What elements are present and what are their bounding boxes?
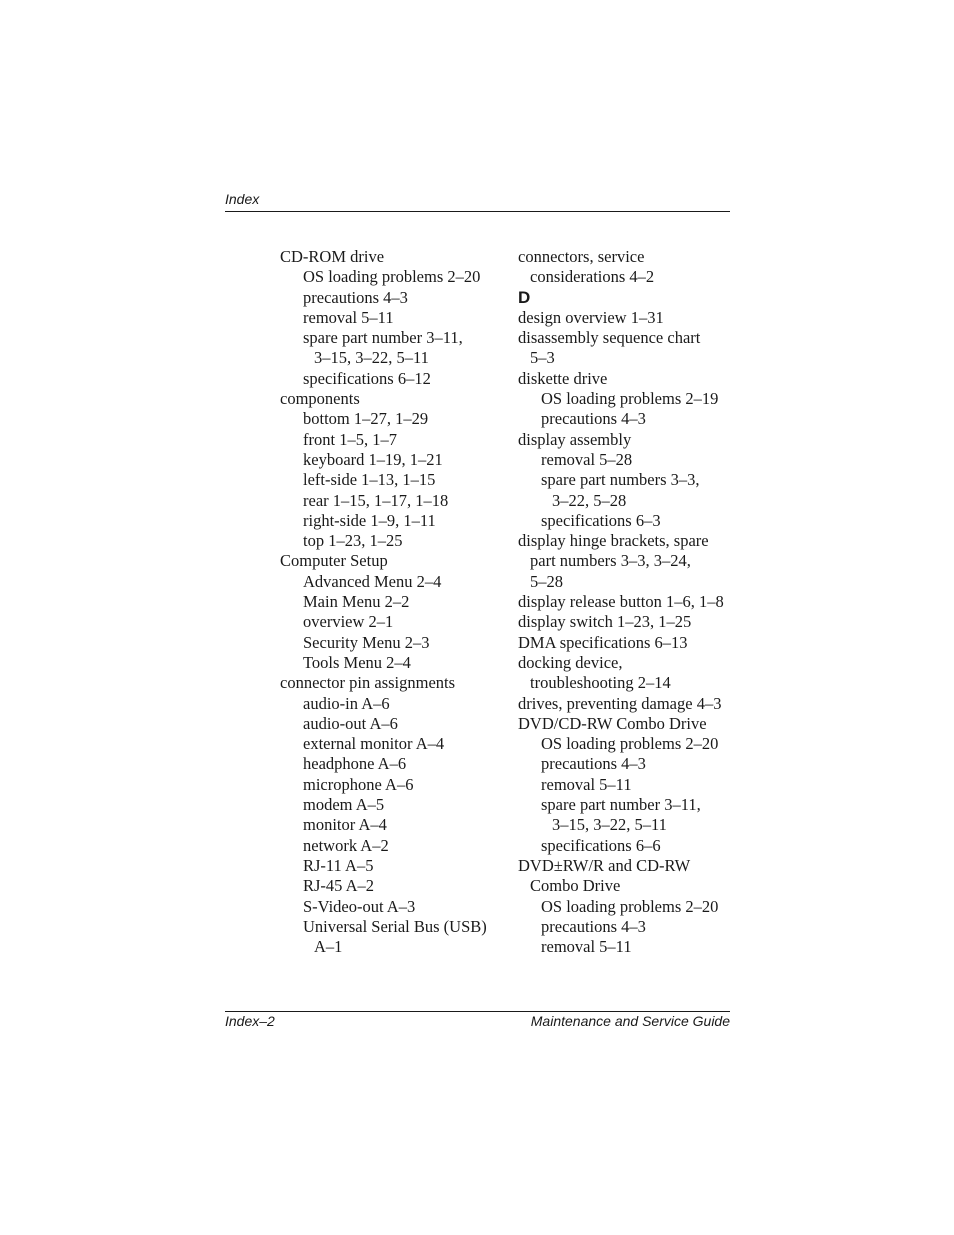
- index-column-right: [518, 247, 733, 957]
- index-subentry: removal 5–11: [303, 307, 394, 327]
- index-entry: docking device,: [518, 652, 623, 672]
- index-subentry: S-Video-out A–3: [303, 896, 416, 916]
- index-subentry: Security Menu 2–3: [303, 632, 430, 652]
- index-subentry: considerations 4–2: [530, 267, 655, 287]
- running-head: Index: [225, 191, 260, 207]
- document-title: Maintenance and Service Guide: [530, 1013, 730, 1029]
- index-entry: Computer Setup: [280, 551, 388, 571]
- index-subentry: Main Menu 2–2: [303, 592, 410, 612]
- index-subentry: front 1–5, 1–7: [303, 429, 397, 449]
- index-entry: diskette drive: [518, 368, 608, 388]
- index-subentry: monitor A–4: [303, 815, 387, 835]
- index-entry: components: [280, 389, 360, 409]
- index-subentry: audio-in A–6: [303, 693, 390, 713]
- index-entry: design overview 1–31: [518, 307, 664, 327]
- index-entry: disassembly sequence chart: [518, 328, 701, 348]
- index-subentry: Tools Menu 2–4: [303, 652, 411, 672]
- index-subentry: left-side 1–13, 1–15: [303, 470, 436, 490]
- index-subentry: removal 5–28: [541, 449, 633, 469]
- index-subentry: rear 1–15, 1–17, 1–18: [303, 490, 449, 510]
- index-subentry: bottom 1–27, 1–29: [303, 409, 429, 429]
- page-number: Index–2: [225, 1013, 275, 1029]
- index-entry: DMA specifications 6–13: [518, 632, 688, 652]
- index-subentry: top 1–23, 1–25: [303, 531, 403, 551]
- index-subentry: external monitor A–4: [303, 734, 445, 754]
- index-subentry: troubleshooting 2–14: [530, 673, 671, 693]
- index-subentry: RJ-45 A–2: [303, 876, 375, 896]
- index-subentry: A–1: [314, 937, 343, 957]
- index-subentry: removal 5–11: [541, 774, 632, 794]
- index-subentry: precautions 4–3: [541, 916, 646, 936]
- index-entry: display hinge brackets, spare: [518, 531, 709, 551]
- index-subentry: precautions 4–3: [303, 287, 408, 307]
- index-subentry: precautions 4–3: [541, 409, 646, 429]
- index-entry: display assembly: [518, 429, 632, 449]
- footer-rule: [225, 1011, 730, 1012]
- index-subentry: 5–3: [530, 348, 555, 368]
- index-subentry: 3–22, 5–28: [552, 490, 627, 510]
- index-entry: DVD/CD-RW Combo Drive: [518, 713, 707, 733]
- index-subentry: audio-out A–6: [303, 713, 398, 733]
- index-subentry: OS loading problems 2–20: [541, 896, 719, 916]
- index-subentry: part numbers 3–3, 3–24,: [530, 551, 691, 571]
- index-entry: display release button 1–6, 1–8: [518, 592, 724, 612]
- index-entry: drives, preventing damage 4–3: [518, 693, 722, 713]
- index-subentry: spare part number 3–11,: [303, 328, 463, 348]
- index-entry: CD-ROM drive: [280, 247, 385, 266]
- index-entry: display switch 1–23, 1–25: [518, 612, 692, 632]
- index-subentry: OS loading problems 2–20: [303, 267, 481, 287]
- index-subentry: Advanced Menu 2–4: [303, 571, 442, 591]
- index-subentry: specifications 6–6: [541, 835, 661, 855]
- index-subentry: keyboard 1–19, 1–21: [303, 449, 443, 469]
- index-entry: DVD±RW/R and CD-RW: [518, 855, 691, 875]
- index-subentry: specifications 6–3: [541, 510, 661, 530]
- index-entry: connector pin assignments: [280, 673, 456, 693]
- index-subentry: precautions 4–3: [541, 754, 646, 774]
- index-subentry: 3–15, 3–22, 5–11: [552, 815, 667, 835]
- index-subentry: Combo Drive: [530, 876, 621, 896]
- index-subentry: microphone A–6: [303, 774, 414, 794]
- index-subentry: removal 5–11: [541, 937, 632, 957]
- index-subentry: overview 2–1: [303, 612, 394, 632]
- index-subentry: spare part number 3–11,: [541, 795, 701, 815]
- index-entry: connectors, service: [518, 247, 645, 266]
- index-subentry: OS loading problems 2–20: [541, 734, 719, 754]
- index-subentry: headphone A–6: [303, 754, 407, 774]
- index-subentry: modem A–5: [303, 795, 385, 815]
- index-subentry: right-side 1–9, 1–11: [303, 510, 436, 530]
- index-subentry: spare part numbers 3–3,: [541, 470, 700, 490]
- index-subentry: network A–2: [303, 835, 389, 855]
- index-subentry: OS loading problems 2–19: [541, 389, 719, 409]
- index-subentry: 5–28: [530, 571, 563, 591]
- header-rule: [225, 211, 730, 212]
- index-column-left: [280, 247, 495, 957]
- index-subentry: specifications 6–12: [303, 368, 431, 388]
- index-section-letter: D: [518, 287, 531, 307]
- index-subentry: RJ-11 A–5: [303, 855, 374, 875]
- index-subentry: Universal Serial Bus (USB): [303, 916, 487, 936]
- index-subentry: 3–15, 3–22, 5–11: [314, 348, 429, 368]
